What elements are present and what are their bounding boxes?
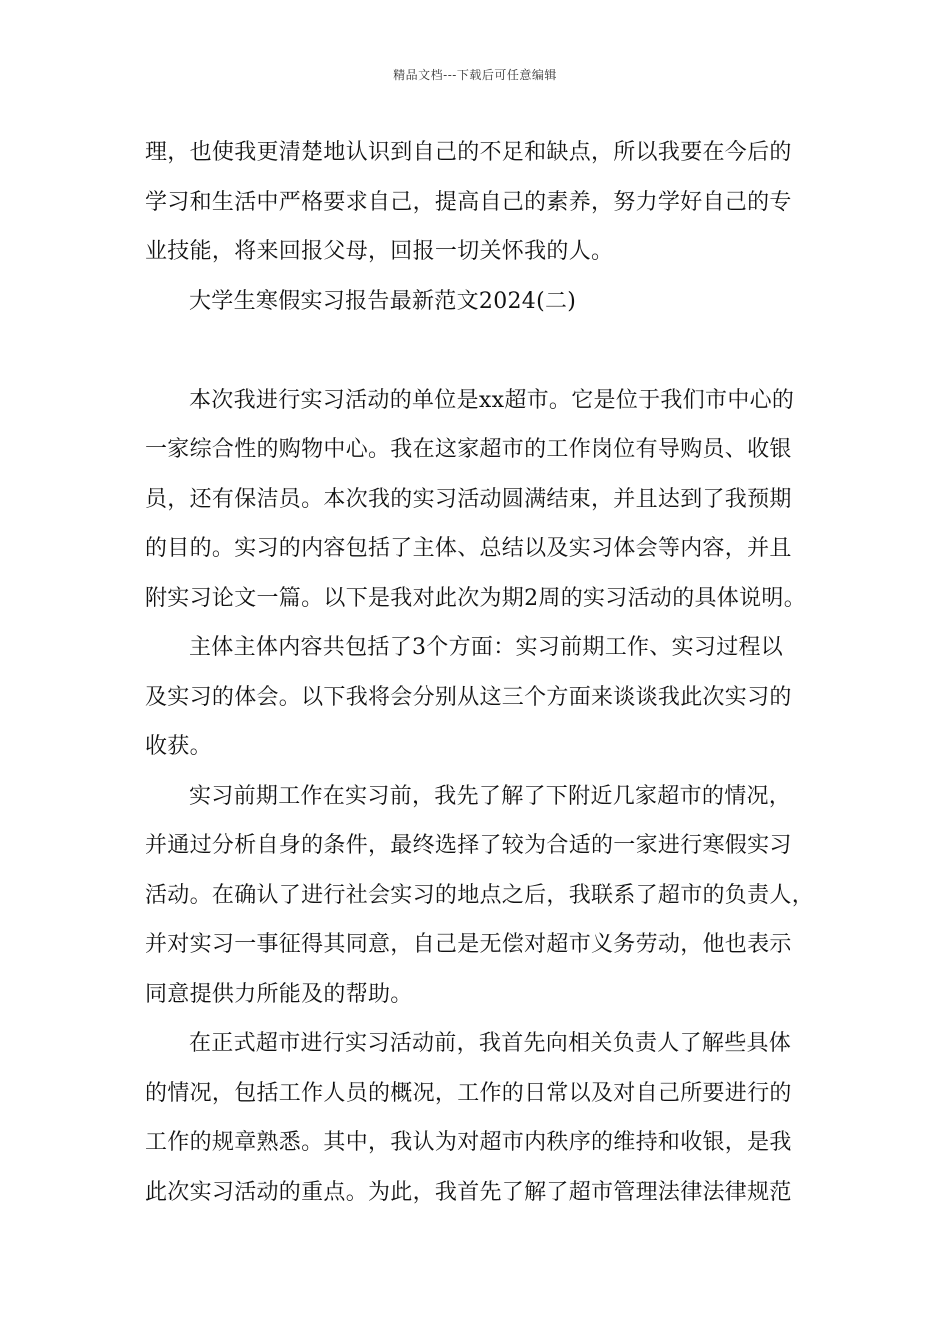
paragraph-line: 活动。在确认了进行社会实习的地点之后，我联系了超市的负责人， [145,882,815,908]
section-heading: 大学生寒假实习报告最新范文2024(二) [189,288,577,314]
page-header: 精品文档---下载后可任意编辑 [393,68,557,82]
paragraph-line: 业技能，将来回报父母，回报一切关怀我的人。 [145,239,614,264]
paragraph-line: 学习和生活中严格要求自己，提高自己的素养，努力学好自己的专 [145,189,792,215]
paragraph-line: 并通过分析自身的条件，最终选择了较为合适的一家进行寒假实习 [145,833,792,858]
paragraph-line: 及实习的体会。以下我将会分别从这三个方面来谈谈我此次实习的 [145,684,792,710]
paragraph-line: 主体主体内容共包括了3个方面：实习前期工作、实习过程以 [189,635,784,660]
paragraph-line: 收获。 [145,734,212,759]
document-body [145,128,815,1217]
paragraph-line: 工作的规章熟悉。其中，我认为对超市内秩序的维持和收银，是我 [145,1130,792,1155]
paragraph-line: 实习前期工作在实习前，我先了解了下附近几家超市的情况， [189,783,792,809]
paragraph-line: 此次实习活动的重点。为此，我首先了解了超市管理法律法律规范 [145,1179,792,1205]
paragraph-line: 一家综合性的购物中心。我在这家超市的工作岗位有导购员、收银 [145,437,792,462]
paragraph-line: 在正式超市进行实习活动前，我首先向相关负责人了解些具体 [189,1031,792,1056]
paragraph-line: 本次我进行实习活动的单位是xx超市。它是位于我们市中心的 [189,387,795,413]
blank-gap [145,326,815,376]
paragraph-line: 理，也使我更清楚地认识到自己的不足和缺点，所以我要在今后的 [145,140,792,165]
paragraph-line: 的目的。实习的内容包括了主体、总结以及实习体会等内容，并且 [145,536,792,561]
paragraph-line: 员，还有保洁员。本次我的实习活动圆满结束，并且达到了我预期 [145,486,792,512]
paragraph-line: 的情况，包括工作人员的概况，工作的日常以及对自己所要进行的 [145,1080,792,1106]
paragraph-line: 并对实习一事征得其同意，自己是无偿对超市义务劳动，他也表示 [145,932,792,957]
paragraph-line: 同意提供力所能及的帮助。 [145,981,413,1007]
paragraph-line: 附实习论文一篇。以下是我对此次为期2周的实习活动的具体说明。 [145,585,806,611]
